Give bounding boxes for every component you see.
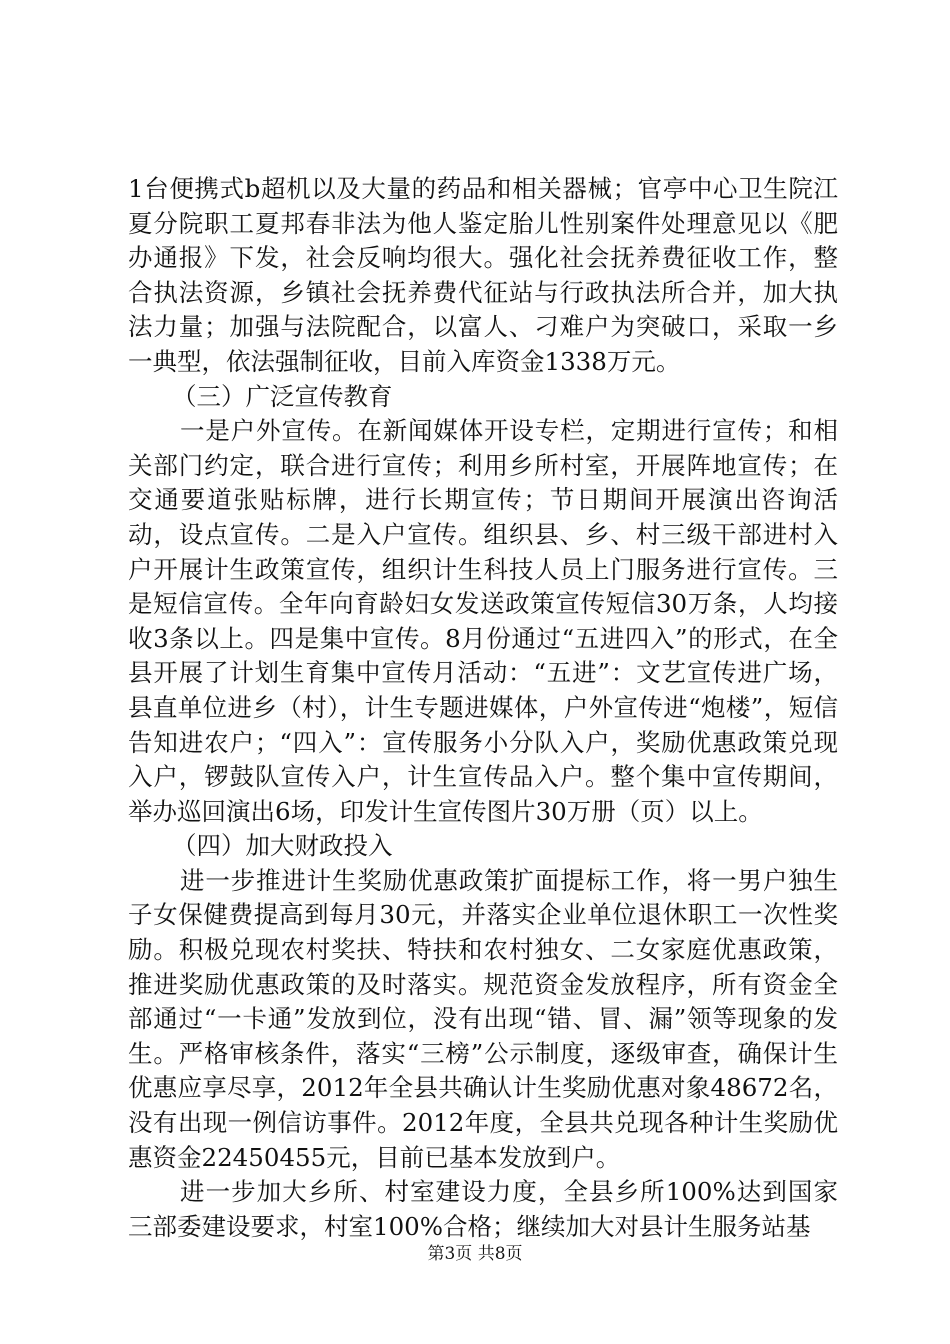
section-heading-4: （四）加大财政投入	[172, 831, 393, 861]
section-heading-3: （三）广泛宣传教育	[172, 381, 393, 411]
paragraph-publicity: 一是户外宣传。在新闻媒体开设专栏，定期进行宣传；和相关部门约定，联合进行宣传；利用乡所村室，开展阵地宣传；在交通要道张贴标牌，进行长期宣传；节日期间开展演出咨询活动，设点宣传。二是入户宣传。组织县、乡、村三级干部进村入户开展计生政策宣传，组织计生科技人员上门服务进行宣传。三是短信宣传。全年向育龄妇女发送政策宣传短信30万条，人均接收3条以上。四是集中宣传。8月份通过“五进四入”的形式，在全县开展了计划生育集中宣传月活动：“五进”：文艺宣传进广场，县直单位进乡（村），计生专题进媒体，户外宣传进“炮楼”，短信告知进农户；“四入”：宣传服务小分队入户，奖励优惠政策兑现入户，锣鼓队宣传入户，计生宣传品入户。整个集中宣传期间，举办巡回演出6场，印发计生宣传图片30万册（页）以上。	[128, 416, 838, 826]
paragraph-finance: 进一步推进计生奖励优惠政策扩面提标工作，将一男户独生子女保健费提高到每月30元，并落实企业单位退休职工一次性奖励。积极兑现农村奖扶、特扶和农村独女、二女家庭优惠政策，推进奖励优惠政策的及时落实。规范资金发放程序，所有资金全部通过“一卡通”发放到位，没有出现“错、冒、漏”领等现象的发生。严格审核条件，落实“三榜”公示制度，逐级审查，确保计生优惠应享尽享，2012年全县共确认计生奖励优惠对象48672名，没有出现一例信访事件。2012年度，全县共兑现各种计生奖励优惠资金22450455元，目前已基本发放到户。	[128, 865, 838, 1172]
paragraph-continuation: 1台便携式b超机以及大量的药品和相关器械；官亭中心卫生院江夏分院职工夏邦春非法为他人鉴定胎儿性别案件处理意见以《肥办通报》下发，社会反响均很大。强化社会抚养费征收工作，整合执法资源，乡镇社会抚养费代征站与行政执法所合并，加大执法力量；加强与法院配合，以富人、刁难户为突破口，采取一乡一典型，依法强制征收，目前入库资金1338万元。	[128, 174, 838, 376]
document-body	[128, 172, 838, 1244]
paragraph-construction: 进一步加大乡所、村室建设力度，全县乡所100%达到国家三部委建设要求，村室100%合格；继续加大对县计生服务站基	[128, 1177, 838, 1241]
page-number-footer: 第3页 共8页	[427, 1244, 523, 1264]
